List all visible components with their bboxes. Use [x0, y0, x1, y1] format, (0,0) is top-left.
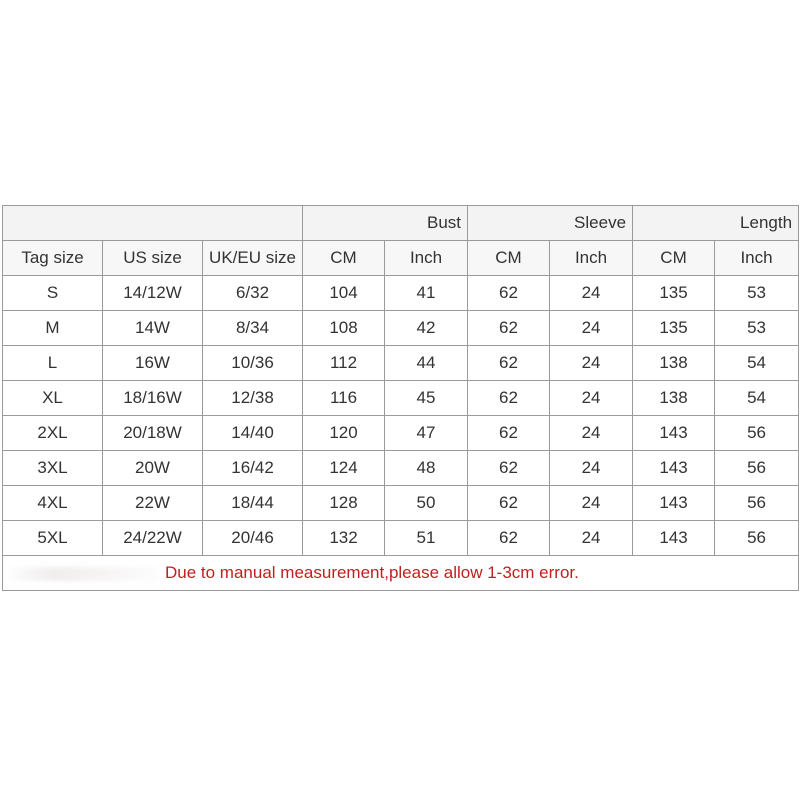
group-header-row	[3, 206, 799, 241]
cell-bust-inch: 48	[385, 451, 468, 486]
cell-length-inch: 56	[715, 416, 799, 451]
measurement-notice: Due to manual measurement,please allow 1-3cm error.	[165, 563, 579, 582]
table-row	[3, 276, 799, 311]
cell-sleeve-inch: 24	[550, 311, 633, 346]
cell-sleeve-cm: 62	[468, 381, 550, 416]
cell-bust-cm: 116	[303, 381, 385, 416]
cell-uk-eu-size: 18/44	[203, 486, 303, 521]
cell-bust-inch: 45	[385, 381, 468, 416]
cell-tag-size: L	[3, 346, 103, 381]
cell-length-inch: 54	[715, 381, 799, 416]
cell-length-cm: 143	[633, 486, 715, 521]
cell-length-cm: 138	[633, 381, 715, 416]
cell-us-size: 22W	[103, 486, 203, 521]
cell-bust-inch: 42	[385, 311, 468, 346]
cell-length-cm: 143	[633, 451, 715, 486]
cell-us-size: 18/16W	[103, 381, 203, 416]
table-row	[3, 416, 799, 451]
blurred-watermark	[9, 567, 159, 581]
cell-us-size: 24/22W	[103, 521, 203, 556]
cell-sleeve-inch: 24	[550, 276, 633, 311]
cell-bust-cm: 128	[303, 486, 385, 521]
cell-bust-inch: 51	[385, 521, 468, 556]
cell-bust-cm: 104	[303, 276, 385, 311]
cell-us-size: 20/18W	[103, 416, 203, 451]
cell-bust-inch: 47	[385, 416, 468, 451]
cell-bust-cm: 120	[303, 416, 385, 451]
cell-length-inch: 54	[715, 346, 799, 381]
group-header-length: Length	[633, 206, 799, 241]
table-row	[3, 451, 799, 486]
cell-length-inch: 56	[715, 486, 799, 521]
cell-length-inch: 53	[715, 311, 799, 346]
cell-uk-eu-size: 14/40	[203, 416, 303, 451]
column-header-tag-size: Tag size	[3, 241, 103, 276]
cell-tag-size: 4XL	[3, 486, 103, 521]
cell-length-cm: 143	[633, 416, 715, 451]
table-row	[3, 521, 799, 556]
cell-us-size: 20W	[103, 451, 203, 486]
cell-bust-inch: 44	[385, 346, 468, 381]
cell-length-inch: 53	[715, 276, 799, 311]
cell-sleeve-inch: 24	[550, 416, 633, 451]
column-header-us-size: US size	[103, 241, 203, 276]
table-row	[3, 346, 799, 381]
cell-length-inch: 56	[715, 451, 799, 486]
column-header-bust-cm: CM	[303, 241, 385, 276]
cell-tag-size: 5XL	[3, 521, 103, 556]
column-header-sleeve-cm: CM	[468, 241, 550, 276]
column-header-length-cm: CM	[633, 241, 715, 276]
cell-uk-eu-size: 12/38	[203, 381, 303, 416]
notice-row	[3, 556, 799, 591]
cell-sleeve-inch: 24	[550, 346, 633, 381]
cell-us-size: 14/12W	[103, 276, 203, 311]
cell-bust-inch: 50	[385, 486, 468, 521]
cell-sleeve-cm: 62	[468, 521, 550, 556]
cell-tag-size: 3XL	[3, 451, 103, 486]
cell-tag-size: 2XL	[3, 416, 103, 451]
cell-uk-eu-size: 16/42	[203, 451, 303, 486]
cell-bust-cm: 132	[303, 521, 385, 556]
cell-uk-eu-size: 10/36	[203, 346, 303, 381]
cell-uk-eu-size: 6/32	[203, 276, 303, 311]
table-row	[3, 311, 799, 346]
cell-tag-size: XL	[3, 381, 103, 416]
cell-length-inch: 56	[715, 521, 799, 556]
cell-us-size: 16W	[103, 346, 203, 381]
cell-sleeve-inch: 24	[550, 486, 633, 521]
cell-sleeve-cm: 62	[468, 276, 550, 311]
column-header-uk-eu-size: UK/EU size	[203, 241, 303, 276]
table-row	[3, 381, 799, 416]
cell-length-cm: 135	[633, 276, 715, 311]
cell-bust-cm: 112	[303, 346, 385, 381]
cell-length-cm: 135	[633, 311, 715, 346]
cell-tag-size: S	[3, 276, 103, 311]
cell-bust-inch: 41	[385, 276, 468, 311]
cell-sleeve-inch: 24	[550, 521, 633, 556]
cell-sleeve-cm: 62	[468, 311, 550, 346]
cell-sleeve-cm: 62	[468, 416, 550, 451]
cell-us-size: 14W	[103, 311, 203, 346]
column-header-length-inch: Inch	[715, 241, 799, 276]
blank-header-cell	[3, 206, 303, 241]
cell-tag-size: M	[3, 311, 103, 346]
size-chart-table	[2, 205, 799, 591]
column-header-bust-inch: Inch	[385, 241, 468, 276]
cell-uk-eu-size: 20/46	[203, 521, 303, 556]
table-row	[3, 486, 799, 521]
cell-length-cm: 143	[633, 521, 715, 556]
cell-sleeve-inch: 24	[550, 381, 633, 416]
group-header-sleeve: Sleeve	[468, 206, 633, 241]
group-header-bust: Bust	[303, 206, 468, 241]
column-header-row	[3, 241, 799, 276]
column-header-sleeve-inch: Inch	[550, 241, 633, 276]
cell-uk-eu-size: 8/34	[203, 311, 303, 346]
cell-bust-cm: 108	[303, 311, 385, 346]
cell-sleeve-inch: 24	[550, 451, 633, 486]
cell-sleeve-cm: 62	[468, 451, 550, 486]
cell-sleeve-cm: 62	[468, 486, 550, 521]
cell-length-cm: 138	[633, 346, 715, 381]
notice-cell	[3, 556, 799, 591]
cell-sleeve-cm: 62	[468, 346, 550, 381]
cell-bust-cm: 124	[303, 451, 385, 486]
